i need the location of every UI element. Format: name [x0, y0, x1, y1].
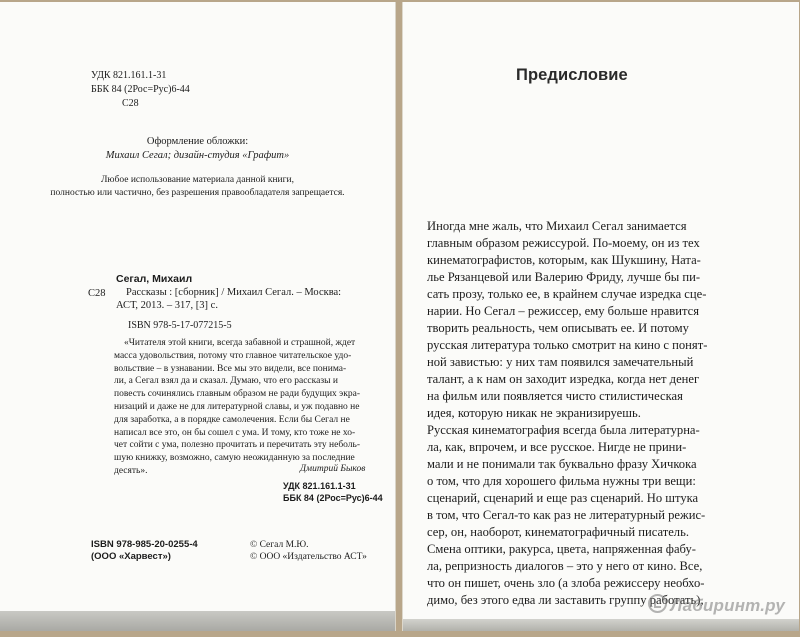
watermark-text: Лабиринт.ру [670, 596, 785, 615]
cover-design-credits [0, 135, 395, 163]
annotation-line: повесть сочинялись главным образом не ради будущих экра- [114, 389, 360, 400]
annotation-line: «Читателя этой книги, всегда забавной и страшной, ждет [124, 338, 356, 348]
preface-line: Смена оптики, ракурса, цвета, напряженная фабу- [427, 542, 696, 556]
preface-line: сер, он, наоборот, кинематографичный писатель. [427, 525, 689, 539]
annotation-line: написал все это, он бы сошел с ума. И тому, кто тоже не хо- [114, 427, 356, 438]
udk-line: УДК 821.161.1-31 [91, 70, 167, 81]
catalog-code: С28 [88, 288, 106, 299]
annotation-line: десять». [114, 465, 148, 476]
annotation-line: шую книжку, возможно, самую неожиданную за последние [114, 453, 355, 464]
cover-design-label: Оформление обложки: [146, 136, 249, 147]
preface-line: ла, репризность диалогов – это у него от кино. Все, [427, 559, 703, 573]
right-page [402, 2, 799, 631]
annotation [114, 337, 370, 478]
rights-line: Любое использование материала данной книги, [100, 175, 294, 185]
watermark [648, 594, 785, 616]
copyright-block [250, 539, 367, 563]
isbn-bottom-block [91, 539, 198, 563]
description-line: АСТ, 2013. – 317, [3] с. [116, 300, 218, 311]
annotation-line: ли, а Сегал взял да и сказал. Думаю, что его рассказы и [114, 376, 338, 387]
author-name: Сегал, Михаил [116, 273, 193, 285]
udk-bottom-line: УДК 821.161.1-31 [283, 481, 356, 491]
preface-line: кинематографистов, которым, как Шукшину, Ната- [427, 253, 701, 267]
annotation-line: масса удовольствия, потому что главное читательское удо- [114, 350, 352, 361]
preface-line: о том, что для хорошего фильма нужны три вещи: [427, 474, 696, 488]
preface-line: ной завистью: у них там появился замечательный [427, 355, 694, 369]
preface-line: ла, как, впрочем, и все русское. Нигде не прини- [427, 440, 687, 454]
isbn-main: ISBN 978-5-17-077215-5 [128, 320, 232, 331]
annotation-signature: Дмитрий Быков [300, 464, 366, 474]
udk-bottom-block [283, 480, 383, 504]
labirint-logo-icon [648, 594, 667, 613]
cover-design-credit: Михаил Сегал; дизайн-студия «Графит» [105, 150, 290, 161]
preface-line: нарии. Но Сегал – режиссер, ему больше нравится [427, 304, 700, 318]
preface-line: мали и не понимали так буквально фразу Хичкока [427, 457, 697, 471]
preface-line: димо, без этого едва ли заставить группу работать), [427, 593, 704, 607]
author-code-line: С28 [122, 98, 139, 109]
preface-line: главным образом режиссурой. По-моему, он из тех [427, 236, 700, 250]
bbk-line: ББК 84 (2Рос=Рус)6-44 [91, 84, 190, 95]
preface-line: лье Рязанцевой или Валерию Фриду, лучше бы пи- [427, 270, 701, 284]
preface-line: что он пишет, очень зло (а злоба режиссеру необхо- [427, 576, 705, 590]
preface-line: идея, которую никак не экранизируешь. [427, 406, 641, 420]
preface-line: творить реальность, чем описывать ее. И потому [427, 321, 689, 335]
isbn-bottom-line: ISBN 978-985-20-0255-4 [91, 539, 198, 550]
udk-block [91, 69, 190, 111]
rights-notice [0, 174, 395, 200]
preface-text [427, 218, 787, 609]
description-line: Рассказы : [сборник] / Михаил Сегал. – Москва: [126, 287, 342, 298]
copyright-line: © Сегал М.Ю. [250, 540, 309, 550]
preface-line: сценарий, сценарий и еще раз сценарий. Но штука [427, 491, 699, 505]
page-title: Предисловие [516, 66, 628, 84]
preface-line: русская литература только смотрит на кино с понят- [427, 338, 708, 352]
page-bottom-edge [0, 611, 395, 631]
preface-line: на фильм или появляется чисто стилистическая [427, 389, 683, 403]
bbk-bottom-line: ББК 84 (2Рос=Рус)6-44 [283, 493, 383, 503]
preface-line: в том, что Сегал-то как раз не литературный режис- [427, 508, 706, 522]
preface-line: сать прозу, только ее, в крайнем случае изредка сце- [427, 287, 707, 301]
annotation-line: низаций и даже не для литературной славы, и уж подавно не [114, 401, 360, 412]
preface-line: Иногда мне жаль, что Михаил Сегал занимается [427, 219, 687, 233]
publisher-line: (ООО «Харвест») [91, 551, 171, 562]
rights-line: полностью или частично, без разрешения правообладателя запрещается. [50, 188, 345, 198]
left-page [0, 2, 396, 631]
page-bottom-edge [403, 619, 799, 631]
annotation-line: для заработка, а в порядке самолечения. Если бы Сегал не [114, 414, 350, 425]
copyright-line: © ООО «Издательство АСТ» [250, 552, 367, 562]
preface-line: талант, а к нам он заходит изредка, когда нет денег [427, 372, 700, 386]
annotation-line: чет сойти с ума, полезно прочитать и перечитать эту неболь- [114, 440, 361, 451]
annotation-line: вольствие – в узнавании. Все мы это видели, все понима- [114, 363, 347, 374]
bibliographic-description [116, 273, 376, 312]
preface-line: Русская кинематография всегда была литературна- [427, 423, 700, 437]
